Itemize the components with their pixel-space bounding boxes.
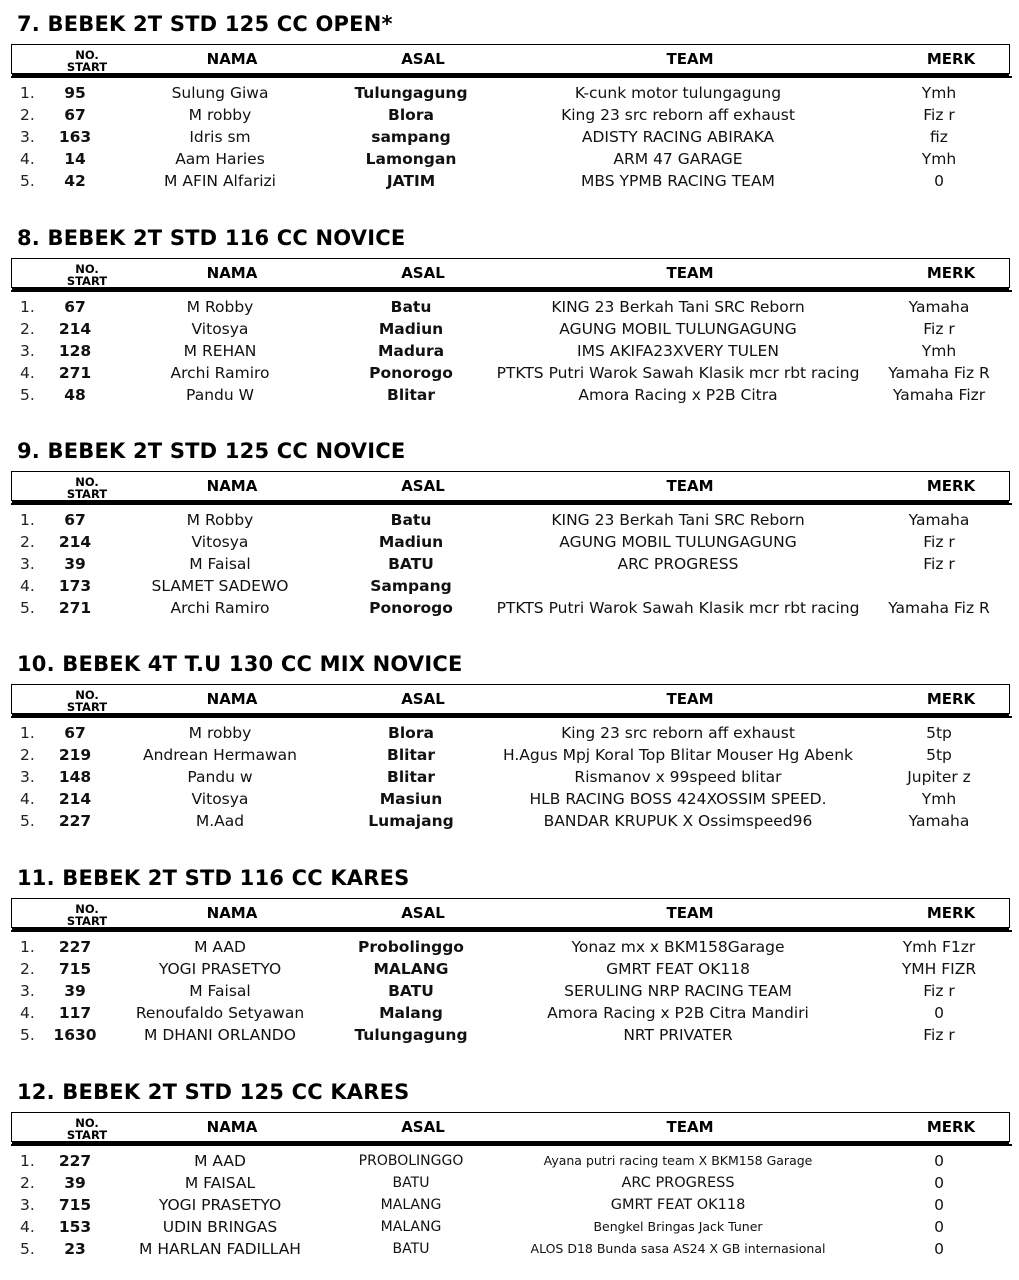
header-asal: ASAL: [401, 50, 445, 68]
team-cell: K-cunk motor tulungagung: [574, 84, 782, 102]
header-nama: NAMA: [206, 50, 258, 68]
origin-cell: Madiun: [378, 320, 444, 338]
header-nama: NAMA: [206, 1118, 258, 1136]
header-team: TEAM: [666, 690, 714, 708]
rider-name-cell: M AAD: [194, 1152, 246, 1170]
origin-cell: MALANG: [380, 1197, 442, 1213]
class-title: 9. BEBEK 2T STD 125 CC NOVICE: [17, 439, 406, 463]
header-nama: NAMA: [206, 264, 258, 282]
position-cell: 2.: [20, 320, 35, 338]
table-row: [0, 810, 1019, 832]
brand-cell: Fiz r: [923, 106, 955, 124]
header-no-start-line2: START: [66, 914, 108, 928]
start-number-cell: 23: [64, 1240, 86, 1258]
position-cell: 5.: [20, 812, 35, 830]
table-header: [11, 1112, 1010, 1142]
brand-cell: Yamaha Fiz R: [888, 364, 990, 382]
start-number-cell: 148: [58, 768, 92, 786]
header-no-start: [52, 45, 122, 75]
table-row: [0, 1194, 1019, 1216]
start-number-cell: 67: [64, 724, 86, 742]
start-number-cell: 67: [64, 106, 86, 124]
header-asal: ASAL: [401, 690, 445, 708]
brand-cell: Ymh: [921, 150, 957, 168]
start-number-cell: 214: [58, 533, 92, 551]
header-no-start-line1: NO.: [75, 475, 99, 489]
table-body: [0, 722, 1019, 832]
header-team: TEAM: [666, 50, 714, 68]
brand-cell: Jupiter z: [907, 768, 971, 786]
origin-cell: Masiun: [379, 790, 443, 808]
position-cell: 4.: [20, 1218, 35, 1236]
rider-name-cell: Pandu w: [187, 768, 253, 786]
start-number-cell: 128: [58, 342, 92, 360]
start-number-cell: 227: [58, 938, 92, 956]
table-row: [0, 1024, 1019, 1046]
start-number-cell: 48: [64, 386, 86, 404]
origin-cell: Lumajang: [368, 812, 454, 830]
header-double-rule: [11, 76, 1012, 78]
table-row: [0, 531, 1019, 553]
rider-name-cell: Vitosya: [191, 533, 249, 551]
header-no-start-line2: START: [66, 60, 108, 74]
brand-cell: 0: [934, 1196, 944, 1214]
position-cell: 1.: [20, 511, 35, 529]
brand-cell: Ymh: [921, 84, 957, 102]
start-number-cell: 67: [64, 298, 86, 316]
brand-cell: Fiz r: [923, 555, 955, 573]
start-number-cell: 227: [58, 812, 92, 830]
position-cell: 2.: [20, 533, 35, 551]
start-number-cell: 173: [58, 577, 92, 595]
header-merk: MERK: [926, 264, 976, 282]
table-body: [0, 1150, 1019, 1260]
position-cell: 3.: [20, 1196, 35, 1214]
header-nama: NAMA: [206, 690, 258, 708]
rider-name-cell: M FAISAL: [184, 1174, 256, 1192]
position-cell: 3.: [20, 555, 35, 573]
team-cell: GMRT FEAT OK118: [606, 960, 750, 978]
origin-cell: Ponorogo: [369, 599, 453, 617]
origin-cell: Probolinggo: [358, 938, 464, 956]
origin-cell: BATU: [392, 1241, 430, 1257]
origin-cell: Sampang: [370, 577, 452, 595]
table-body: [0, 82, 1019, 192]
rider-name-cell: Andrean Hermawan: [143, 746, 297, 764]
table-row: [0, 362, 1019, 384]
team-cell: ALOS D18 Bunda sasa AS24 X GB internasional: [530, 1241, 826, 1256]
team-cell: King 23 src reborn aff exhaust: [561, 724, 795, 742]
header-merk: MERK: [926, 477, 976, 495]
position-cell: 2.: [20, 746, 35, 764]
brand-cell: Yamaha Fizr: [892, 386, 986, 404]
header-no-start: [52, 259, 122, 289]
start-number-cell: 715: [58, 1196, 92, 1214]
header-no-start-line1: NO.: [75, 902, 99, 916]
start-number-cell: 95: [64, 84, 86, 102]
brand-cell: [866, 575, 1012, 597]
table-row: [0, 553, 1019, 575]
header-double-rule: [11, 1144, 1012, 1146]
team-cell: Amora Racing x P2B Citra Mandiri: [547, 1004, 809, 1022]
header-double-rule: [11, 503, 1012, 505]
team-cell: ADISTY RACING ABIRAKA: [581, 128, 775, 146]
header-asal: ASAL: [401, 1118, 445, 1136]
start-number-cell: 227: [58, 1152, 92, 1170]
header-no-start-line2: START: [66, 274, 108, 288]
table-body: [0, 509, 1019, 619]
position-cell: 4.: [20, 790, 35, 808]
class-title: 7. BEBEK 2T STD 125 CC OPEN*: [17, 12, 393, 36]
team-cell: Bengkel Bringas Jack Tuner: [593, 1219, 763, 1234]
table-row: [0, 958, 1019, 980]
rider-name-cell: YOGI PRASETYO: [158, 960, 282, 978]
table-header: [11, 44, 1010, 74]
rider-name-cell: M robby: [188, 106, 252, 124]
origin-cell: MALANG: [380, 1219, 442, 1235]
start-number-cell: 39: [64, 1174, 86, 1192]
table-row: [0, 1216, 1019, 1238]
team-cell: KING 23 Berkah Tani SRC Reborn: [551, 298, 805, 316]
table-row: [0, 148, 1019, 170]
header-no-start-line1: NO.: [75, 262, 99, 276]
position-cell: 4.: [20, 364, 35, 382]
position-cell: 3.: [20, 128, 35, 146]
rider-name-cell: M AFIN Alfarizi: [164, 172, 276, 190]
team-cell: Rismanov x 99speed blitar: [574, 768, 782, 786]
start-number-cell: 153: [58, 1218, 92, 1236]
origin-cell: Malang: [379, 1004, 443, 1022]
table-row: [0, 126, 1019, 148]
header-no-start-line2: START: [66, 487, 108, 501]
brand-cell: Yamaha: [908, 511, 970, 529]
brand-cell: 5tp: [926, 746, 952, 764]
brand-cell: Yamaha: [908, 298, 970, 316]
class-title: 10. BEBEK 4T T.U 130 CC MIX NOVICE: [17, 652, 463, 676]
start-number-cell: 1630: [53, 1026, 97, 1044]
brand-cell: 0: [934, 1240, 944, 1258]
class-title: 8. BEBEK 2T STD 116 CC NOVICE: [17, 226, 406, 250]
team-cell: GMRT FEAT OK118: [610, 1197, 746, 1213]
rider-name-cell: M.Aad: [195, 812, 245, 830]
position-cell: 3.: [20, 982, 35, 1000]
team-cell: H.Agus Mpj Koral Top Blitar Mouser Hg Abenk: [503, 746, 853, 764]
header-nama: NAMA: [206, 904, 258, 922]
origin-cell: Ponorogo: [369, 364, 453, 382]
team-cell: HLB RACING BOSS 424XOSSIM SPEED.: [529, 790, 827, 808]
brand-cell: fiz: [930, 128, 948, 146]
team-cell: BANDAR KRUPUK X Ossimspeed96: [543, 812, 813, 830]
team-cell: PTKTS Putri Warok Sawah Klasik mcr rbt racing: [496, 364, 860, 382]
position-cell: 2.: [20, 1174, 35, 1192]
table-body: [0, 936, 1019, 1046]
header-asal: ASAL: [401, 264, 445, 282]
origin-cell: Blitar: [387, 768, 435, 786]
rider-name-cell: Archi Ramiro: [170, 599, 270, 617]
table-row: [0, 340, 1019, 362]
table-row: [0, 722, 1019, 744]
rider-name-cell: Aam Haries: [175, 150, 265, 168]
rider-name-cell: Vitosya: [191, 320, 249, 338]
start-number-cell: 14: [64, 150, 86, 168]
start-number-cell: 39: [64, 555, 86, 573]
table-header: [11, 471, 1010, 501]
table-row: [0, 1172, 1019, 1194]
start-number-cell: 271: [58, 599, 92, 617]
brand-cell: Yamaha: [908, 812, 970, 830]
start-number-cell: 214: [58, 790, 92, 808]
header-no-start-line1: NO.: [75, 688, 99, 702]
table-header: [11, 258, 1010, 288]
class-title: 11. BEBEK 2T STD 116 CC KARES: [17, 866, 410, 890]
start-number-cell: 117: [58, 1004, 92, 1022]
team-cell: IMS AKIFA23XVERY TULEN: [577, 342, 779, 360]
position-cell: 3.: [20, 342, 35, 360]
brand-cell: 0: [934, 1152, 944, 1170]
origin-cell: Blora: [388, 106, 434, 124]
rider-name-cell: UDIN BRINGAS: [162, 1218, 278, 1236]
start-number-cell: 163: [58, 128, 92, 146]
rider-name-cell: M AAD: [194, 938, 246, 956]
position-cell: 1.: [20, 298, 35, 316]
rider-name-cell: M HARLAN FADILLAH: [139, 1240, 301, 1258]
rider-name-cell: Archi Ramiro: [170, 364, 270, 382]
rider-name-cell: M REHAN: [183, 342, 257, 360]
team-cell: ARM 47 GARAGE: [613, 150, 743, 168]
brand-cell: Ymh F1zr: [902, 938, 976, 956]
brand-cell: 5tp: [926, 724, 952, 742]
position-cell: 2.: [20, 960, 35, 978]
rider-name-cell: M Robby: [186, 511, 254, 529]
brand-cell: Fiz r: [923, 1026, 955, 1044]
rider-name-cell: M robby: [188, 724, 252, 742]
origin-cell: Lamongan: [365, 150, 457, 168]
rider-name-cell: Pandu W: [186, 386, 254, 404]
table-header: [11, 898, 1010, 928]
brand-cell: 0: [934, 172, 944, 190]
header-asal: ASAL: [401, 904, 445, 922]
position-cell: 5.: [20, 1240, 35, 1258]
start-number-cell: 67: [64, 511, 86, 529]
table-row: [0, 980, 1019, 1002]
table-row: [0, 744, 1019, 766]
header-double-rule: [11, 716, 1012, 718]
position-cell: 2.: [20, 106, 35, 124]
header-merk: MERK: [926, 1118, 976, 1136]
origin-cell: sampang: [371, 128, 451, 146]
origin-cell: BATU: [388, 555, 434, 573]
origin-cell: Tulungagung: [354, 84, 468, 102]
header-nama: NAMA: [206, 477, 258, 495]
position-cell: 4.: [20, 150, 35, 168]
position-cell: 5.: [20, 1026, 35, 1044]
table-row: [0, 509, 1019, 531]
team-cell: AGUNG MOBIL TULUNGAGUNG: [559, 320, 797, 338]
origin-cell: MALANG: [373, 960, 449, 978]
rider-name-cell: Renoufaldo Setyawan: [135, 1004, 305, 1022]
header-no-start-line1: NO.: [75, 48, 99, 62]
header-no-start-line2: START: [66, 1128, 108, 1142]
start-number-cell: 39: [64, 982, 86, 1000]
team-cell: KING 23 Berkah Tani SRC Reborn: [551, 511, 805, 529]
team-cell: ARC PROGRESS: [617, 555, 739, 573]
origin-cell: Tulungagung: [354, 1026, 468, 1044]
start-number-cell: 42: [64, 172, 86, 190]
brand-cell: Ymh: [921, 342, 957, 360]
team-cell: King 23 src reborn aff exhaust: [561, 106, 795, 124]
origin-cell: Madiun: [378, 533, 444, 551]
team-cell: MBS YPMB RACING TEAM: [581, 172, 775, 190]
position-cell: 4.: [20, 577, 35, 595]
header-no-start: [52, 472, 122, 502]
position-cell: 5.: [20, 599, 35, 617]
rider-name-cell: Sulung Giwa: [171, 84, 269, 102]
table-row: [0, 296, 1019, 318]
start-number-cell: 214: [58, 320, 92, 338]
rider-name-cell: YOGI PRASETYO: [158, 1196, 282, 1214]
position-cell: 1.: [20, 84, 35, 102]
rider-name-cell: Vitosya: [191, 790, 249, 808]
position-cell: 1.: [20, 1152, 35, 1170]
brand-cell: Ymh: [921, 790, 957, 808]
table-row: [0, 170, 1019, 192]
rider-name-cell: M Faisal: [189, 982, 251, 1000]
origin-cell: JATIM: [386, 172, 436, 190]
header-no-start: [52, 899, 122, 929]
table-row: [0, 575, 1019, 597]
team-cell: ARC PROGRESS: [621, 1175, 735, 1191]
team-cell: Ayana putri racing team X BKM158 Garage: [543, 1153, 813, 1168]
header-team: TEAM: [666, 904, 714, 922]
header-merk: MERK: [926, 904, 976, 922]
table-row: [0, 597, 1019, 619]
table-row: [0, 766, 1019, 788]
team-cell: AGUNG MOBIL TULUNGAGUNG: [559, 533, 797, 551]
table-row: [0, 82, 1019, 104]
table-body: [0, 296, 1019, 406]
rider-name-cell: Idris sm: [189, 128, 251, 146]
start-number-cell: 219: [58, 746, 92, 764]
header-team: TEAM: [666, 477, 714, 495]
position-cell: 3.: [20, 768, 35, 786]
rider-name-cell: M Faisal: [189, 555, 251, 573]
brand-cell: Fiz r: [923, 982, 955, 1000]
rider-name-cell: SLAMET SADEWO: [151, 577, 289, 595]
origin-cell: Batu: [390, 298, 432, 316]
brand-cell: YMH FIZR: [901, 960, 977, 978]
team-cell: SERULING NRP RACING TEAM: [564, 982, 792, 1000]
table-row: [0, 936, 1019, 958]
position-cell: 4.: [20, 1004, 35, 1022]
team-cell: Yonaz mx x BKM158Garage: [571, 938, 785, 956]
position-cell: 1.: [20, 724, 35, 742]
brand-cell: Fiz r: [923, 320, 955, 338]
start-number-cell: 715: [58, 960, 92, 978]
brand-cell: Yamaha Fiz R: [888, 599, 990, 617]
table-header: [11, 684, 1010, 714]
team-cell: NRT PRIVATER: [623, 1026, 733, 1044]
header-asal: ASAL: [401, 477, 445, 495]
header-no-start: [52, 685, 122, 715]
origin-cell: BATU: [392, 1175, 430, 1191]
header-no-start: [52, 1113, 122, 1143]
position-cell: 5.: [20, 386, 35, 404]
brand-cell: 0: [934, 1004, 944, 1022]
header-double-rule: [11, 930, 1012, 932]
start-number-cell: 271: [58, 364, 92, 382]
origin-cell: PROBOLINGGO: [358, 1153, 464, 1169]
rider-name-cell: M DHANI ORLANDO: [144, 1026, 296, 1044]
team-cell: PTKTS Putri Warok Sawah Klasik mcr rbt racing: [496, 599, 860, 617]
origin-cell: BATU: [388, 982, 434, 1000]
brand-cell: Fiz r: [923, 533, 955, 551]
table-row: [0, 1150, 1019, 1172]
header-double-rule: [11, 290, 1012, 292]
origin-cell: Batu: [390, 511, 432, 529]
origin-cell: Madura: [377, 342, 445, 360]
header-merk: MERK: [926, 690, 976, 708]
origin-cell: Blora: [388, 724, 434, 742]
header-team: TEAM: [666, 1118, 714, 1136]
origin-cell: Blitar: [387, 386, 435, 404]
rider-name-cell: M Robby: [186, 298, 254, 316]
header-team: TEAM: [666, 264, 714, 282]
brand-cell: 0: [934, 1174, 944, 1192]
team-cell: Amora Racing x P2B Citra: [578, 386, 778, 404]
table-row: [0, 384, 1019, 406]
origin-cell: Blitar: [387, 746, 435, 764]
position-cell: 1.: [20, 938, 35, 956]
team-cell: [492, 575, 864, 597]
table-row: [0, 318, 1019, 340]
header-merk: MERK: [926, 50, 976, 68]
position-cell: 5.: [20, 172, 35, 190]
table-row: [0, 788, 1019, 810]
header-no-start-line1: NO.: [75, 1116, 99, 1130]
table-row: [0, 104, 1019, 126]
header-no-start-line2: START: [66, 700, 108, 714]
table-row: [0, 1238, 1019, 1260]
class-title: 12. BEBEK 2T STD 125 CC KARES: [17, 1080, 410, 1104]
brand-cell: 0: [934, 1218, 944, 1236]
table-row: [0, 1002, 1019, 1024]
